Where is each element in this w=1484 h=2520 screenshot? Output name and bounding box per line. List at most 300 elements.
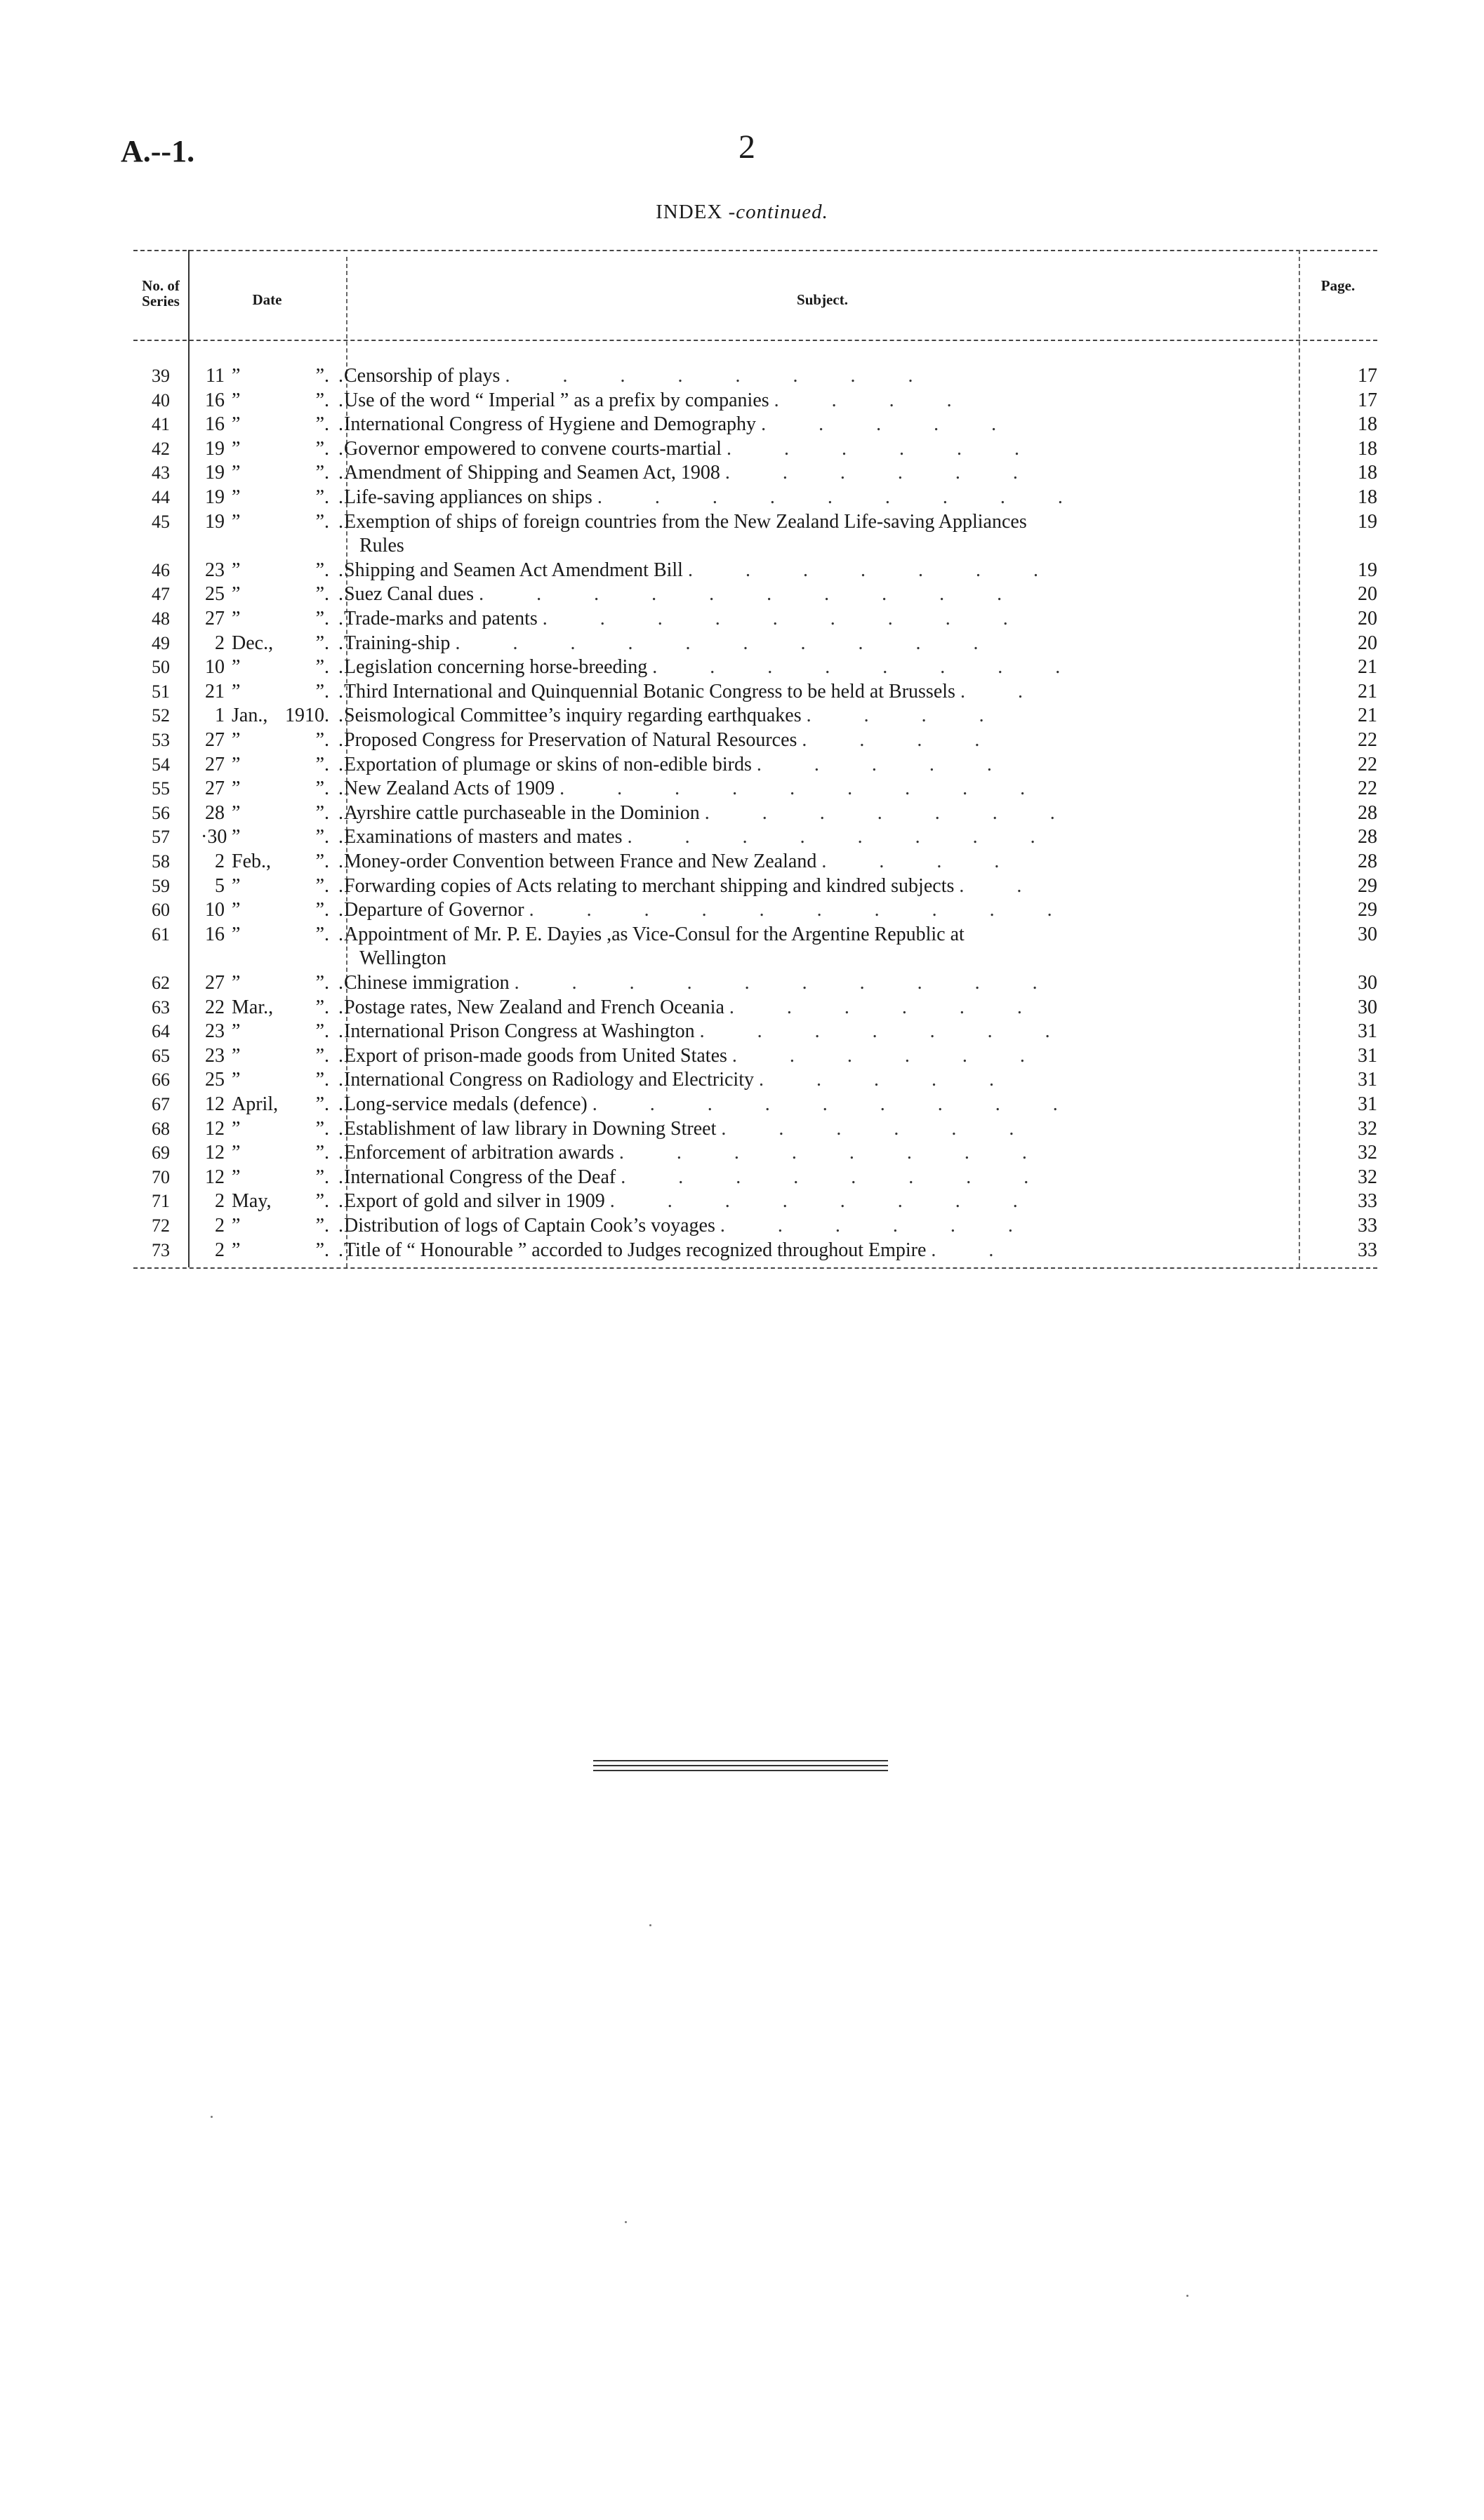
page-reference: 31: [1358, 1044, 1377, 1067]
subject-leader-dots: . . . . .: [756, 754, 1016, 775]
date-month: ”: [232, 778, 241, 800]
series-number: 61: [152, 924, 170, 945]
date-day: 10: [205, 656, 225, 679]
page-reference: 19: [1358, 510, 1377, 533]
page-reference: 19: [1358, 559, 1377, 581]
date-year: ”: [315, 486, 324, 508]
table-row: [133, 584, 1377, 605]
date-leader: . .: [324, 1239, 345, 1261]
subject-text: Ayrshire cattle purchaseable in the Dominion: [344, 802, 700, 824]
date-leader: . .: [324, 705, 345, 727]
page-reference: 30: [1358, 996, 1377, 1018]
date-leader: . .: [324, 486, 345, 508]
date-leader: . .: [324, 778, 345, 800]
subject-leader-dots: . . . . . . .: [687, 559, 1062, 581]
subject-cell: [344, 1021, 1425, 1042]
date-day: 21: [205, 680, 225, 702]
column-header-date: Date: [252, 291, 282, 308]
date-leader: . .: [324, 1069, 345, 1091]
subject-continuation: Rules: [359, 535, 404, 557]
date-day: 10: [205, 899, 225, 921]
subject-cell: [344, 512, 1425, 533]
subject-cell: [344, 487, 1425, 508]
table-row: [133, 390, 1377, 411]
date-year: 1910: [285, 705, 324, 727]
subject-cell: [344, 560, 1425, 581]
date-month: ”: [232, 462, 241, 484]
date-year: ”: [315, 1166, 324, 1188]
series-number: 46: [152, 559, 170, 580]
page-reference: 29: [1358, 899, 1377, 921]
date-leader: . .: [324, 365, 345, 387]
series-number: 47: [152, 584, 170, 605]
date-leader: . .: [324, 972, 345, 994]
subject-text: Title of “ Honourable ” accorded to Judges recognized throughout Empire: [344, 1239, 927, 1261]
date-month: April,: [232, 1093, 279, 1115]
subject-leader-dots: . . . . . . . .: [627, 827, 1059, 848]
date-year: ”: [315, 1117, 324, 1140]
date-leader: . .: [324, 413, 345, 436]
date-year: ”: [315, 1142, 324, 1164]
date-month: Mar.,: [232, 996, 274, 1018]
date-leader: . .: [324, 680, 345, 702]
page-reference: 28: [1358, 851, 1377, 872]
date-leader: . .: [324, 996, 345, 1018]
header-bottom-rule: [133, 340, 1377, 341]
subject-cell: [344, 973, 1425, 994]
paper-speck: [649, 1924, 651, 1926]
date-month: ”: [232, 923, 241, 945]
date-year: ”: [315, 656, 324, 679]
page-reference: 18: [1358, 437, 1377, 460]
date-leader: . .: [324, 1020, 345, 1043]
subject-text: Censorship of plays: [344, 366, 501, 387]
table-row: [133, 900, 1377, 921]
series-number: 69: [152, 1142, 170, 1164]
table-row: [133, 512, 1377, 533]
date-leader: . .: [324, 851, 345, 872]
subject-text: Export of gold and silver in 1909: [344, 1191, 605, 1213]
subject-leader-dots: . . . . . . . . .: [597, 487, 1087, 508]
date-leader: . .: [324, 510, 345, 533]
table-row: [133, 1046, 1377, 1067]
date-leader: . .: [324, 462, 345, 484]
date-leader: . .: [324, 1142, 345, 1164]
subject-text: International Congress of the Deaf: [344, 1166, 616, 1188]
subject-text: Enforcement of arbitration awards: [344, 1142, 614, 1164]
series-number: 71: [152, 1191, 170, 1212]
column-header-subject: Subject.: [797, 291, 848, 308]
subject-leader-dots: . . . . . . . .: [621, 1166, 1053, 1188]
subject-leader-dots: . . . . . . . .: [618, 1142, 1051, 1164]
date-day: 12: [205, 1166, 225, 1188]
table-row: [133, 657, 1377, 678]
table-row: [133, 1119, 1377, 1140]
date-day: 27: [205, 608, 225, 629]
subject-cell: [344, 1215, 1425, 1236]
date-day: 2: [215, 851, 225, 872]
date-leader: . .: [324, 923, 345, 945]
subject-cell: [344, 705, 1425, 726]
subject-leader-dots: . . . . . . . .: [505, 366, 937, 387]
date-month: ”: [232, 583, 241, 606]
subject-leader-dots: . . . . . . . . . .: [529, 900, 1076, 921]
date-leader: . .: [324, 1093, 345, 1115]
date-leader: . .: [324, 753, 345, 775]
page-reference: 18: [1358, 413, 1377, 436]
series-number: 57: [152, 827, 170, 848]
series-number: 59: [152, 875, 170, 896]
date-year: ”: [315, 753, 324, 775]
subject-cell: [344, 924, 1425, 945]
paper-speck: [211, 2116, 213, 2118]
date-month: ”: [232, 1044, 241, 1067]
subject-leader-dots: . . . . . . . .: [652, 657, 1085, 679]
index-table: [133, 250, 1377, 1274]
date-leader: . .: [324, 656, 345, 679]
page-reference: 21: [1358, 680, 1377, 702]
subject-text: New Zealand Acts of 1909: [344, 778, 555, 800]
column-header-no: No. of Series: [142, 277, 180, 309]
subject-leader-dots: . .: [959, 875, 1046, 897]
subject-leader-dots: . . . . . .: [729, 996, 1046, 1018]
date-month: Feb.,: [232, 851, 271, 872]
subject-cell: [344, 681, 1425, 702]
series-number: 49: [152, 632, 170, 653]
series-number: 52: [152, 705, 170, 726]
series-number: 51: [152, 681, 170, 702]
date-month: ”: [232, 1239, 241, 1261]
page-reference: 28: [1358, 801, 1377, 824]
subject-text: Departure of Governor: [344, 900, 524, 921]
subject-text: Training-ship: [344, 632, 451, 654]
date-month: ”: [232, 656, 241, 679]
page-reference: 32: [1358, 1117, 1377, 1140]
subject-leader-dots: . . . . . . . . .: [559, 778, 1049, 800]
subject-leader-dots: . . . . . . .: [704, 802, 1079, 824]
subject-cell: [344, 876, 1425, 897]
subject-text: Examinations of masters and mates: [344, 827, 623, 848]
series-number: 48: [152, 608, 170, 629]
date-month: ”: [232, 1117, 241, 1140]
subject-text: Forwarding copies of Acts relating to merchant shipping and kindred subjects: [344, 875, 955, 897]
table-bottom-rule: [133, 1267, 1377, 1269]
index-title-continued: -continued.: [728, 201, 828, 223]
date-leader: . .: [324, 729, 345, 751]
date-month: ”: [232, 826, 241, 848]
date-day: 16: [205, 923, 225, 945]
date-month: ”: [232, 899, 241, 921]
subject-text: Distribution of logs of Captain Cook’s voyages: [344, 1215, 715, 1236]
table-row: [133, 973, 1377, 994]
page-reference: 32: [1358, 1142, 1377, 1164]
date-leader: . .: [324, 1190, 345, 1213]
date-leader: . .: [324, 559, 345, 581]
date-day: 12: [205, 1142, 225, 1164]
date-day: 23: [205, 1020, 225, 1043]
subject-leader-dots: . . . .: [806, 705, 1008, 727]
page-reference: 21: [1358, 656, 1377, 679]
date-year: ”: [315, 996, 324, 1018]
series-number: 50: [152, 657, 170, 678]
subject-cell: [344, 608, 1425, 629]
date-day: 23: [205, 1044, 225, 1067]
date-month: ”: [232, 486, 241, 508]
table-row: [133, 1240, 1377, 1261]
series-number: 43: [152, 462, 170, 484]
table-row: [133, 705, 1377, 726]
table-row: [133, 633, 1377, 654]
series-number: 72: [152, 1215, 170, 1236]
subject-text: International Congress of Hygiene and Demography: [344, 414, 757, 436]
subject-cell: [344, 778, 1425, 799]
subject-text: Money-order Convention between France and New Zealand: [344, 851, 817, 872]
date-leader: . .: [324, 583, 345, 606]
table-row: [133, 997, 1377, 1018]
date-day: 19: [205, 486, 225, 508]
series-number: 39: [152, 366, 170, 386]
date-day: ·30: [201, 826, 227, 848]
table-row: [133, 1069, 1377, 1091]
date-month: ”: [232, 1142, 241, 1164]
subject-text: Export of prison-made goods from United States: [344, 1045, 727, 1067]
series-number: 67: [152, 1094, 170, 1114]
subject-cell: [344, 1119, 1425, 1140]
page-reference: 33: [1358, 1190, 1377, 1213]
subject-leader-dots: . . . . .: [761, 414, 1021, 436]
page-reference: 17: [1358, 389, 1377, 411]
paper-speck: [1186, 2295, 1188, 2297]
date-year: ”: [315, 778, 324, 800]
date-month: ”: [232, 1069, 241, 1091]
subject-leader-dots: . . . .: [774, 389, 976, 411]
index-title-main: INDEX: [656, 201, 723, 223]
column-header-page: Page.: [1320, 277, 1356, 294]
page-reference: 20: [1358, 583, 1377, 606]
subject-text: International Prison Congress at Washington: [344, 1021, 695, 1043]
subject-cell: [344, 633, 1425, 654]
date-leader: . .: [324, 437, 345, 460]
subject-cell: [344, 1142, 1425, 1164]
table-top-rule: [133, 250, 1377, 251]
subject-cell: [344, 900, 1425, 921]
subject-text: International Congress on Radiology and Electricity: [344, 1069, 754, 1091]
date-leader: . .: [324, 1166, 345, 1188]
table-row: [133, 778, 1377, 799]
table-row: [133, 1142, 1377, 1164]
date-month: ”: [232, 365, 241, 387]
date-month: ”: [232, 972, 241, 994]
date-leader: . .: [324, 632, 345, 654]
date-day: 25: [205, 583, 225, 606]
subject-cell: [344, 754, 1425, 775]
subject-text: Legislation concerning horse-breeding: [344, 657, 648, 679]
date-day: 27: [205, 778, 225, 800]
date-day: 2: [215, 1190, 225, 1213]
date-year: ”: [315, 851, 324, 872]
date-leader: . .: [324, 826, 345, 848]
series-number: 54: [152, 754, 170, 775]
document-reference: A.--1.: [121, 134, 195, 168]
index-title: [0, 201, 1484, 224]
date-month: ”: [232, 680, 241, 702]
subject-cell: [344, 462, 1425, 484]
date-month: Jan.,: [232, 705, 268, 727]
date-leader: . .: [324, 1117, 345, 1140]
page-reference: 33: [1358, 1215, 1377, 1236]
date-year: ”: [315, 1069, 324, 1091]
subject-text: Seismological Committee’s inquiry regarding earthquakes: [344, 705, 802, 727]
page-reference: 33: [1358, 1239, 1377, 1261]
closing-ornament-rule: [593, 1760, 888, 1775]
date-day: 27: [205, 729, 225, 751]
date-leader: . .: [324, 1044, 345, 1067]
date-year: ”: [315, 462, 324, 484]
subject-cell: [344, 439, 1425, 460]
date-day: 16: [205, 413, 225, 436]
table-row: [133, 1021, 1377, 1042]
subject-cell: [344, 851, 1425, 872]
subject-text: Exportation of plumage or skins of non-edible birds: [344, 754, 752, 775]
page-reference: 18: [1358, 486, 1377, 508]
subject-text: Amendment of Shipping and Seamen Act, 1908: [344, 462, 720, 484]
date-day: 22: [205, 996, 225, 1018]
date-year: ”: [315, 729, 324, 751]
page-reference: 31: [1358, 1069, 1377, 1091]
date-month: ”: [232, 729, 241, 751]
subject-text: Appointment of Mr. P. E. Dayies ,as Vice-Consul for the Argentine Republic at: [344, 924, 965, 945]
series-number: 42: [152, 438, 170, 459]
subject-leader-dots: . . . . . . . . . .: [455, 632, 1002, 654]
series-number: 53: [152, 730, 170, 750]
table-row: [133, 1215, 1377, 1236]
date-year: ”: [315, 1020, 324, 1043]
date-year: ”: [315, 413, 324, 436]
subject-leader-dots: . . . . . . . . .: [592, 1094, 1082, 1115]
table-row: [133, 414, 1377, 435]
table-row: [133, 462, 1377, 484]
date-leader: . .: [324, 874, 345, 897]
date-leader: . .: [324, 389, 345, 411]
subject-text: Proposed Congress for Preservation of Natural Resources: [344, 730, 797, 751]
date-month: ”: [232, 1166, 241, 1188]
page-reference: 22: [1358, 729, 1377, 751]
series-number: 60: [152, 900, 170, 921]
date-month: ”: [232, 753, 241, 775]
page-reference: 30: [1358, 923, 1377, 945]
subject-text: Third International and Quinquennial Botanic Congress to be held at Brussels: [344, 681, 955, 702]
series-number: 58: [152, 851, 170, 872]
date-month: ”: [232, 559, 241, 581]
date-day: 16: [205, 389, 225, 411]
subject-cell: [344, 657, 1425, 678]
date-day: 27: [205, 972, 225, 994]
page-reference: 21: [1358, 705, 1377, 727]
table-row: [133, 560, 1377, 581]
date-month: ”: [232, 389, 241, 411]
paper-speck: [625, 2221, 627, 2223]
subject-leader-dots: . . . . . .: [731, 1045, 1049, 1067]
subject-text: Establishment of law library in Downing Street: [344, 1118, 717, 1140]
date-day: 2: [215, 1239, 225, 1261]
page-number: 2: [738, 128, 755, 166]
subject-leader-dots: . .: [960, 681, 1047, 702]
date-leader: . .: [324, 1215, 345, 1236]
subject-cell: [344, 997, 1425, 1018]
page-reference: 17: [1358, 365, 1377, 387]
table-row: [133, 487, 1377, 508]
date-day: 27: [205, 753, 225, 775]
date-year: ”: [315, 437, 324, 460]
date-day: 23: [205, 559, 225, 581]
date-day: 19: [205, 462, 225, 484]
subject-leader-dots: . .: [931, 1239, 1018, 1261]
table-row: [133, 1167, 1377, 1188]
date-year: ”: [315, 365, 324, 387]
date-year: ”: [315, 608, 324, 629]
series-number: 65: [152, 1045, 170, 1066]
subject-text: Governor empowered to convene courts-martial: [344, 438, 722, 460]
table-row: [133, 730, 1377, 751]
date-day: 19: [205, 437, 225, 460]
date-year: ”: [315, 1215, 324, 1236]
table-row: [133, 439, 1377, 460]
subject-cell: [344, 1069, 1425, 1091]
table-row: [133, 1191, 1377, 1212]
subject-cell: [344, 827, 1425, 848]
date-year: ”: [315, 1239, 324, 1261]
table-row: [133, 1094, 1377, 1115]
subject-leader-dots: . . . .: [821, 851, 1023, 872]
subject-cell: [344, 1046, 1425, 1067]
table-row: [133, 754, 1377, 775]
series-number: 62: [152, 973, 170, 993]
date-year: ”: [315, 559, 324, 581]
series-number: 41: [152, 414, 170, 435]
subject-cell: [344, 414, 1425, 435]
page-reference: 22: [1358, 753, 1377, 775]
date-day: 2: [215, 1215, 225, 1236]
date-year: ”: [315, 899, 324, 921]
table-row: [133, 608, 1377, 629]
page-reference: 28: [1358, 826, 1377, 848]
subject-cell: [344, 1167, 1425, 1188]
page-reference: 31: [1358, 1020, 1377, 1043]
subject-leader-dots: . . . . . . . . . .: [479, 584, 1026, 606]
subject-leader-dots: . . . . . .: [721, 1118, 1038, 1140]
date-day: 25: [205, 1069, 225, 1091]
subject-text: Use of the word “ Imperial ” as a prefix by companies: [344, 389, 769, 411]
page-reference: 22: [1358, 778, 1377, 800]
date-day: 12: [205, 1093, 225, 1115]
date-year: ”: [315, 826, 324, 848]
subject-text: Trade-marks and patents: [344, 608, 538, 629]
date-month: ”: [232, 510, 241, 533]
series-number: 64: [152, 1021, 170, 1042]
page-reference: 30: [1358, 972, 1377, 994]
page-reference: 29: [1358, 874, 1377, 897]
date-day: 5: [215, 874, 225, 897]
date-year: ”: [315, 389, 324, 411]
date-year: ”: [315, 972, 324, 994]
date-month: Dec.,: [232, 632, 274, 654]
date-day: 12: [205, 1117, 225, 1140]
page-reference: 20: [1358, 632, 1377, 654]
subject-text: Postage rates, New Zealand and French Oceania: [344, 996, 724, 1018]
subject-cell: [344, 584, 1425, 605]
date-month: ”: [232, 1215, 241, 1236]
subject-cell: [344, 390, 1425, 411]
